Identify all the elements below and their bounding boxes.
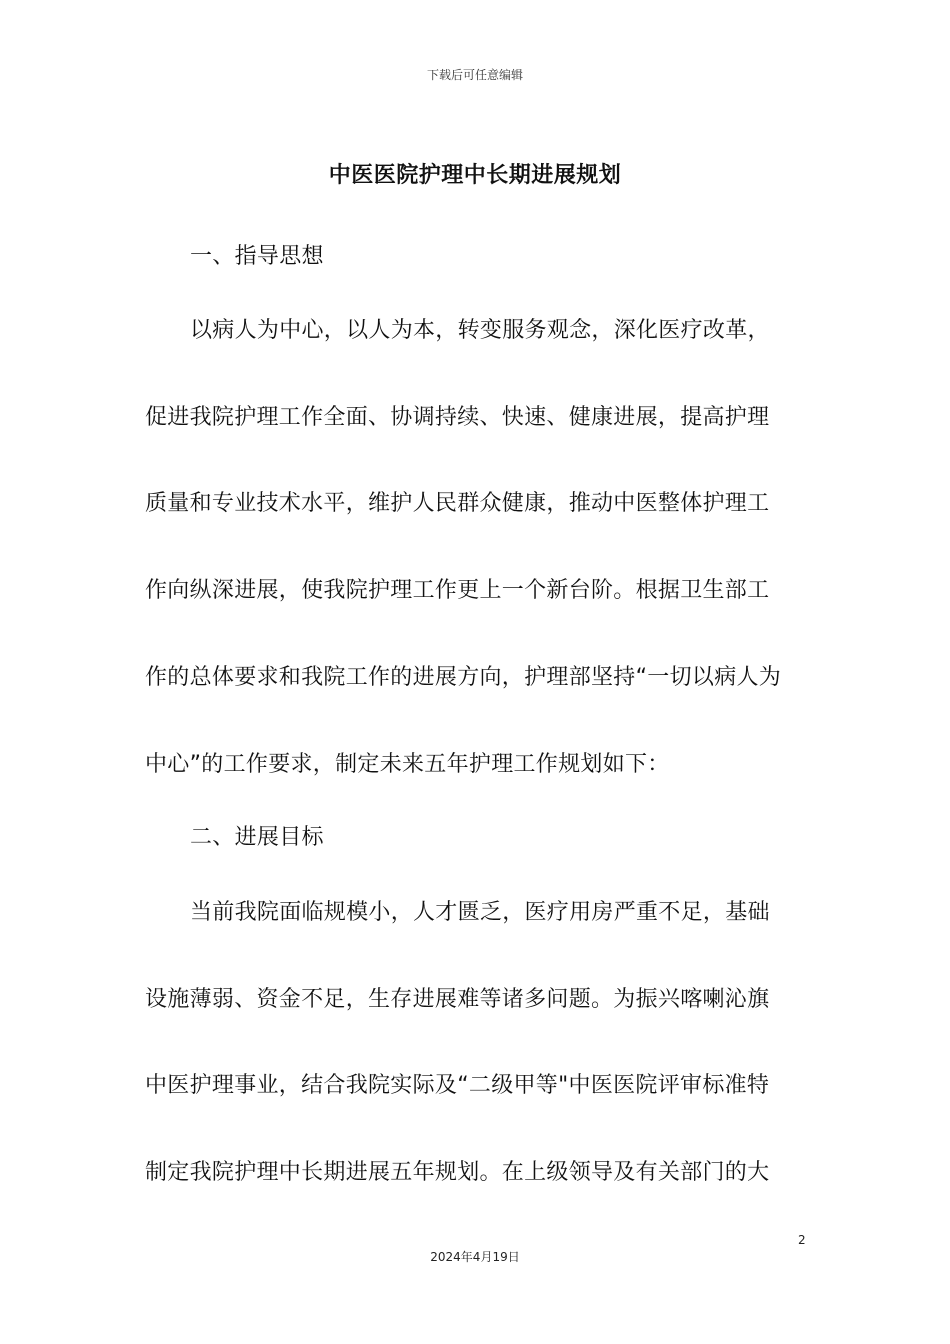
paragraph-line: 设施薄弱、资金不足，生存进展难等诸多问题。为振兴喀喇沁旗 xyxy=(145,987,770,1012)
paragraph-line: 中心”的工作要求，制定未来五年护理工作规划如下： xyxy=(145,752,670,777)
paragraph-line: 作向纵深进展，使我院护理工作更上一个新台阶。根据卫生部工 xyxy=(145,578,770,603)
paragraph-line: 作的总体要求和我院工作的进展方向，护理部坚持“一切以病人为 xyxy=(145,665,782,690)
page-header: 下载后可任意编辑 xyxy=(426,68,523,82)
paragraph-line: 促进我院护理工作全面、协调持续、快速、健康进展，提高护理 xyxy=(145,405,770,430)
page-footer-date: 2024年4月19日 xyxy=(430,1250,520,1264)
paragraph-line: 中医护理事业，结合我院实际及“二级甲等"中医医院评审标准特 xyxy=(145,1073,770,1098)
paragraph-line: 当前我院面临规模小，人才匮乏，医疗用房严重不足，基础 xyxy=(190,900,770,925)
paragraph-line: 质量和专业技术水平，维护人民群众健康，推动中医整体护理工 xyxy=(145,491,770,516)
document-title: 中医医院护理中长期进展规划 xyxy=(328,163,622,188)
page-number: 2 xyxy=(798,1233,806,1247)
paragraph-line: 以病人为中心，以人为本，转变服务观念，深化医疗改革， xyxy=(190,318,770,343)
section-heading: 二、进展目标 xyxy=(190,825,324,850)
section-heading: 一、指导思想 xyxy=(190,244,324,269)
paragraph-line: 制定我院护理中长期进展五年规划。在上级领导及有关部门的大 xyxy=(145,1160,770,1185)
